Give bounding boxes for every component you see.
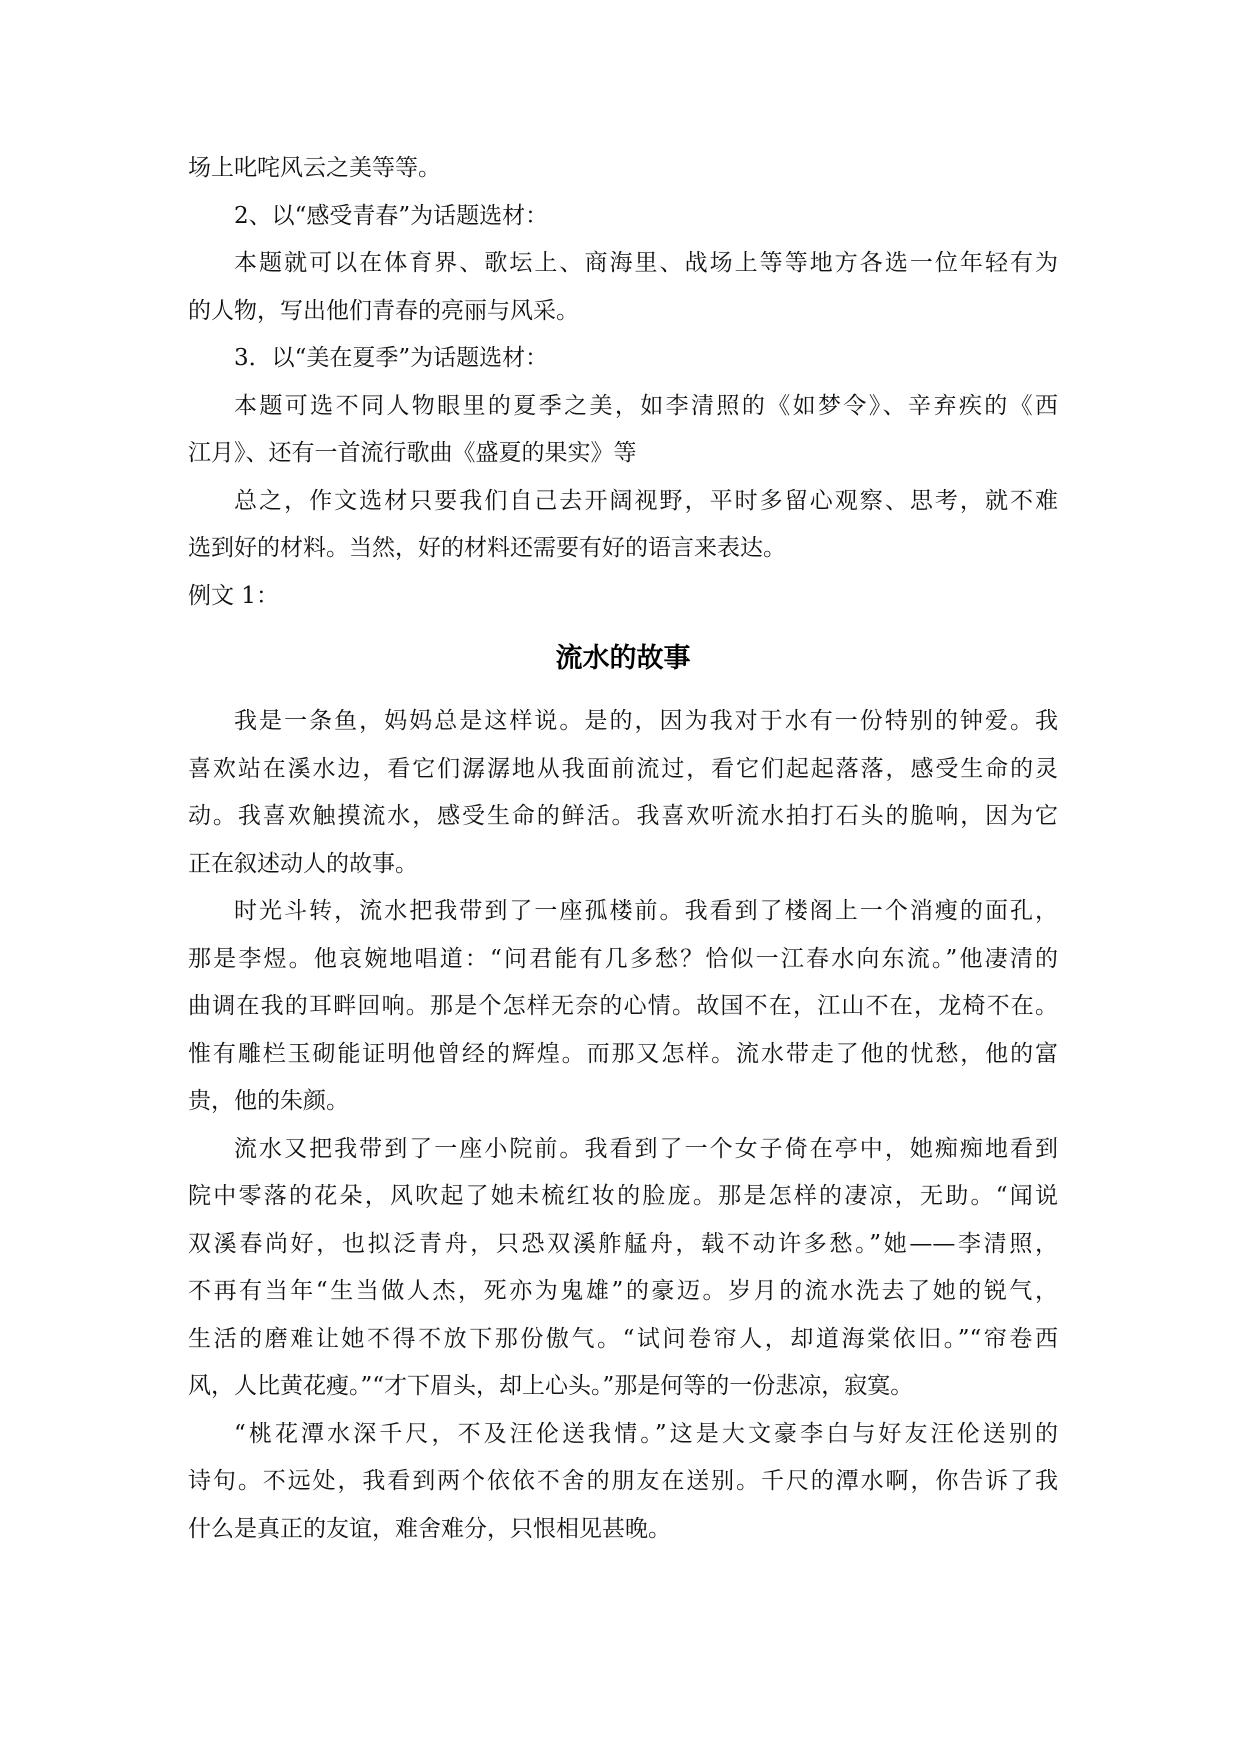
paragraph-line: 流水又把我带到了一座小院前。我看到了一个女子倚在亭中，她痴痴地看到	[234, 1135, 1058, 1162]
document-body	[188, 145, 1058, 1553]
paragraph-line: 诗句。不远处，我看到两个依依不舍的朋友在送别。千尺的潭水啊，你告诉了我	[188, 1468, 1058, 1494]
paragraph-line: 曲调在我的耳畔回响。那是个怎样无奈的心情。故国不在，江山不在，龙椅不在。	[188, 993, 1058, 1019]
paragraph-line: 那是李煜。他哀婉地唱道：“问君能有几多愁？恰似一江春水向东流。”他凄清的	[188, 945, 1058, 972]
intro-line: 场上叱咤风云之美等等。	[188, 155, 441, 181]
paragraph-line: 喜欢站在溪水边，看它们潺潺地从我面前流过，看它们起起落落，感受生命的灵	[188, 755, 1058, 782]
intro-line: 选到好的材料。当然，好的材料还需要有好的语言来表达。	[188, 535, 786, 561]
intro-line: 江月》、还有一首流行歌曲《盛夏的果实》等	[188, 440, 637, 466]
example-label: 例文 1：	[188, 582, 279, 609]
intro-line: 本题可选不同人物眼里的夏季之美，如李清照的《如梦令》、辛弃疾的《西	[234, 392, 1058, 419]
paragraph-line: “桃花潭水深千尺，不及汪伦送我情。”这是大文豪李白与好友汪伦送别的	[234, 1420, 1058, 1447]
essay-paragraph-3	[188, 1126, 1058, 1411]
topic-heading: 2、以“感受青春”为话题选材：	[234, 202, 549, 229]
intro-line: 总之，作文选材只要我们自己去开阔视野，平时多留心观察、思考，就不难	[234, 487, 1058, 514]
intro-line: 的人物，写出他们青春的亮丽与风采。	[188, 297, 579, 324]
topic-heading: 3．以“美在夏季”为话题选材：	[234, 345, 549, 371]
intro-line: 本题就可以在体育界、歌坛上、商海里、战场上等等地方各选一位年轻有为	[234, 250, 1058, 276]
essay-paragraph-4	[188, 1411, 1058, 1554]
paragraph-line: 动。我喜欢触摸流水，感受生命的鲜活。我喜欢听流水拍打石头的脆响，因为它	[188, 803, 1058, 829]
paragraph-line: 时光斗转，流水把我带到了一座孤楼前。我看到了楼阁上一个消瘦的面孔，	[234, 898, 1058, 924]
paragraph-line: 惟有雕栏玉砌能证明他曾经的辉煌。而那又怎样。流水带走了他的忧愁，他的富	[188, 1040, 1058, 1067]
essay-title: 流水的故事	[555, 643, 691, 674]
paragraph-line: 双溪春尚好，也拟泛青舟，只恐双溪舴艋舟，载不动许多愁。”她——李清照，	[188, 1230, 1058, 1257]
paragraph-line: 院中零落的花朵，风吹起了她未梳红妆的脸庞。那是怎样的凄凉，无助。“闻说	[188, 1183, 1058, 1209]
paragraph-line: 我是一条鱼，妈妈总是这样说。是的，因为我对于水有一份特别的钟爱。我	[234, 708, 1058, 734]
paragraph-line: 生活的磨难让她不得不放下那份傲气。“试问卷帘人，却道海棠依旧。”“帘卷西	[188, 1325, 1058, 1352]
paragraph-line: 不再有当年“生当做人杰，死亦为鬼雄”的豪迈。岁月的流水洗去了她的锐气，	[188, 1278, 1058, 1304]
essay-paragraph-1	[188, 698, 1058, 888]
paragraph-line: 什么是真正的友谊，难舍难分，只恨相见甚晚。	[188, 1515, 671, 1542]
essay-paragraph-2	[188, 888, 1058, 1126]
paragraph-line: 正在叙述动人的故事。	[188, 850, 418, 877]
paragraph-line: 风，人比黄花瘦。”“才下眉头，却上心头。”那是何等的一份悲凉，寂寞。	[188, 1373, 914, 1399]
paragraph-line: 贵，他的朱颜。	[188, 1088, 349, 1114]
